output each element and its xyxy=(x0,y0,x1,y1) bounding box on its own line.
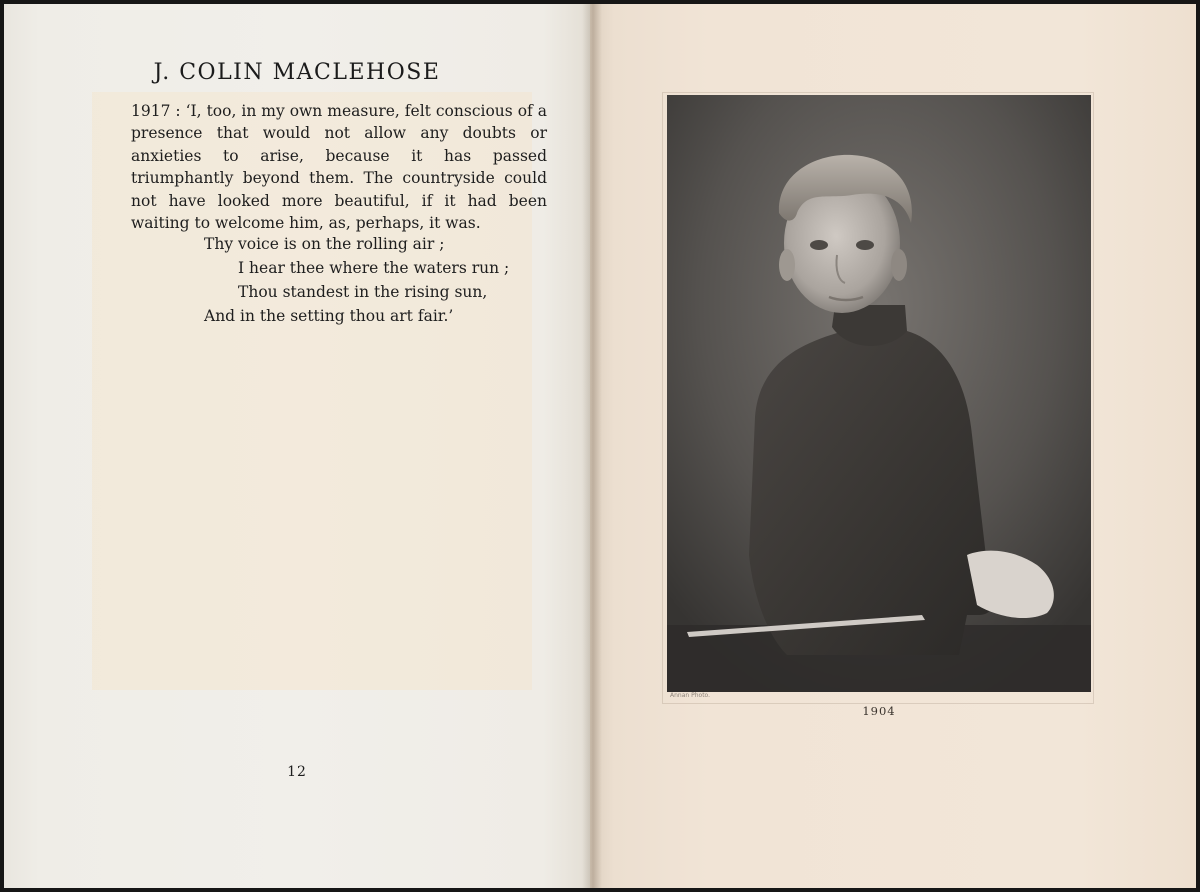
body-paragraph: 1917 : ‘I, too, in my own measure, felt conscious of a presence that would not allow any doubts or anxieties to arise, because it has passed triumphantly beyond them. The countryside could not have looked more beautiful, if it had been waiting to welcome him, as, perhaps, it was. xyxy=(131,102,547,233)
boy-portrait-illustration xyxy=(667,95,1091,692)
book-gutter xyxy=(582,4,602,888)
poem-line: Thou standest in the rising sun, xyxy=(238,283,488,301)
poem-stanza xyxy=(204,232,509,328)
poem-line: I hear thee where the waters run ; xyxy=(238,259,510,277)
running-head: J. COLIN MACLEHOSE xyxy=(153,60,441,85)
photo-credit: Annan Photo. xyxy=(670,692,711,699)
portrait-photo xyxy=(667,95,1091,692)
page-number: 12 xyxy=(287,764,307,780)
left-page xyxy=(4,4,590,888)
poem-line: And in the setting thou art fair.’ xyxy=(204,307,454,325)
sweater-shape xyxy=(749,331,994,655)
body-text xyxy=(131,100,547,234)
poem-line: Thy voice is on the rolling air ; xyxy=(204,235,445,253)
photo-caption: 1904 xyxy=(862,704,896,718)
